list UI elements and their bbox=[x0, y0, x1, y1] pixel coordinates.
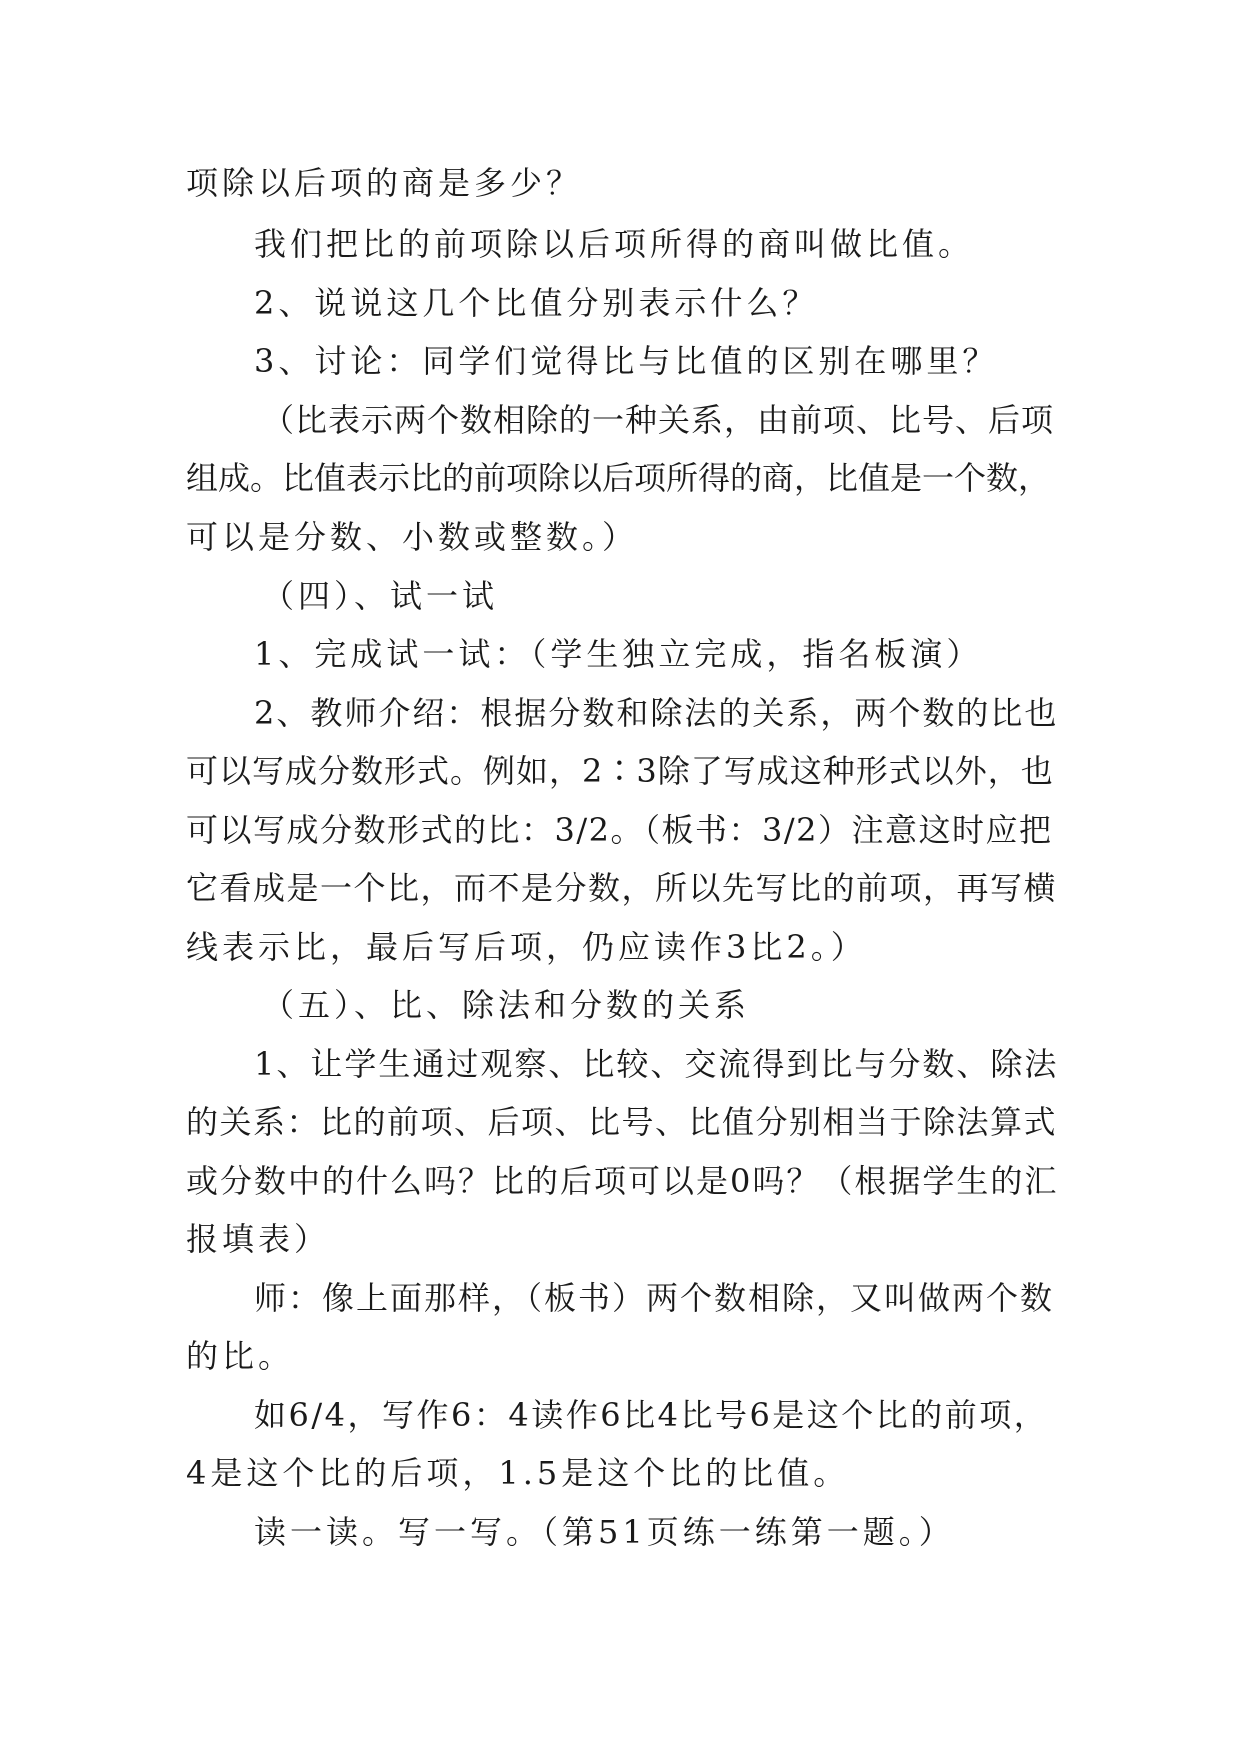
text-line: 组成。比值表示比的前项除以后项所得的商，比值是一个数， bbox=[186, 459, 1051, 497]
text-line: 的关系：比的前项、后项、比号、比值分别相当于除法算式 bbox=[186, 1103, 1058, 1141]
text-line: 1、完成试一试：（学生独立完成，指名板演） bbox=[254, 635, 983, 673]
text-line: 3、讨论：同学们觉得比与比值的区别在哪里？ bbox=[254, 342, 999, 380]
text-line: 4是这个比的后项，1.5是这个比的比值。 bbox=[186, 1454, 850, 1492]
text-line: 的比。 bbox=[186, 1337, 295, 1375]
text-line: 1、让学生通过观察、比较、交流得到比与分数、除法 bbox=[254, 1045, 1059, 1083]
text-line: 可以写成分数形式。例如，2∶3除了写成这种形式以外，也 bbox=[186, 752, 1054, 790]
text-line: 项除以后项的商是多少？ bbox=[186, 164, 583, 202]
text-line: 报填表） bbox=[186, 1220, 331, 1258]
text-line: 读一读。写一写。（第51页练一练第一题。） bbox=[254, 1513, 955, 1551]
text-line: 线表示比，最后写后项，仍应读作3比2。） bbox=[186, 928, 867, 966]
text-line: 如6/4，写作6：4读作6比4比号6是这个比的前项， bbox=[254, 1396, 1049, 1434]
text-line: 它看成是一个比，而不是分数，所以先写比的前项，再写横 bbox=[186, 869, 1058, 907]
text-line: 可以是分数、小数或整数。） bbox=[186, 518, 639, 556]
text-line: （比表示两个数相除的一种关系，由前项、比号、后项 bbox=[262, 401, 1055, 439]
section-heading: （四）、试一试 bbox=[262, 577, 499, 615]
text-line: 2、教师介绍：根据分数和除法的关系，两个数的比也 bbox=[254, 694, 1059, 732]
text-line: 2、说说这几个比值分别表示什么？ bbox=[254, 284, 819, 322]
text-line: 或分数中的什么吗？比的后项可以是0吗？（根据学生的汇 bbox=[186, 1162, 1059, 1200]
section-heading: （五）、比、除法和分数的关系 bbox=[262, 986, 751, 1024]
text-line: 可以写成分数形式的比：3/2。（板书：3/2）注意这时应把 bbox=[186, 811, 1053, 849]
text-line: 师：像上面那样，（板书）两个数相除，又叫做两个数 bbox=[254, 1279, 1055, 1317]
text-line: 我们把比的前项除以后项所得的商叫做比值。 bbox=[254, 225, 975, 263]
